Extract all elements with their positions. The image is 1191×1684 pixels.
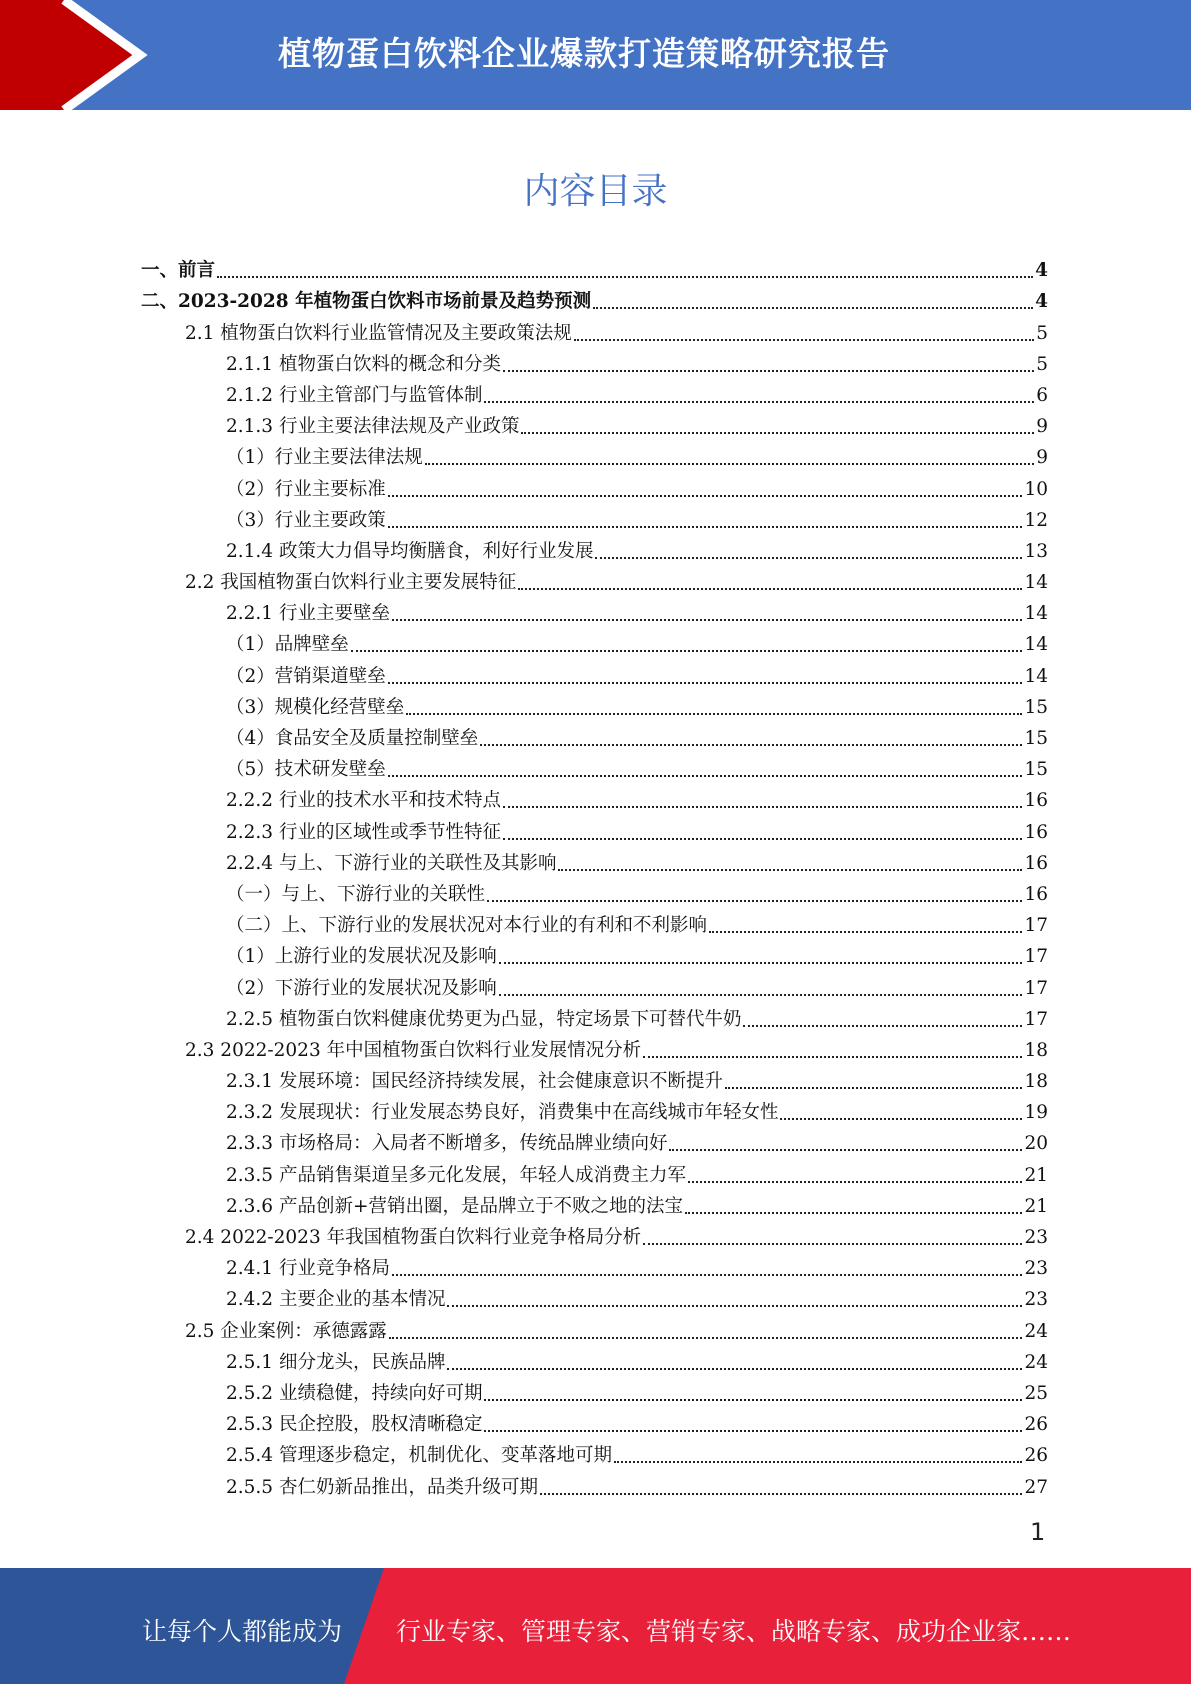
toc-leader-dots: [593, 307, 1033, 309]
toc-entry-title: （一）与上、下游行业的关联性: [226, 883, 486, 905]
toc-entry-page: 6: [1036, 384, 1048, 406]
toc-entry-title: （3）行业主要政策: [226, 509, 386, 531]
toc-entry-title: 2.3 2022-2023 年中国植物蛋白饮料行业发展情况分析: [185, 1039, 642, 1061]
toc-entry[interactable]: [141, 814, 1048, 845]
toc-entry-page: 18: [1024, 1071, 1048, 1093]
toc-leader-dots: [558, 869, 1022, 871]
toc-entry[interactable]: [141, 877, 1048, 908]
toc-entry-page: 21: [1024, 1195, 1048, 1217]
toc-leader-dots: [388, 682, 1023, 684]
toc-entry-page: 17: [1024, 915, 1048, 937]
toc-entry[interactable]: [141, 347, 1048, 378]
toc-entry-title: （5）技术研发壁垒: [226, 759, 386, 781]
toc-entry-title: （2）下游行业的发展状况及影响: [226, 977, 497, 999]
toc-entry-title: （2）营销渠道壁垒: [226, 665, 386, 687]
toc-entry-page: 12: [1024, 509, 1048, 531]
toc-leader-dots: [484, 401, 1034, 403]
toc-entry-page: 20: [1024, 1133, 1048, 1155]
report-title: 植物蛋白饮料企业爆款打造策略研究报告: [278, 34, 890, 73]
toc-entry-page: 14: [1024, 572, 1048, 594]
toc-entry[interactable]: [141, 846, 1048, 877]
toc-entry-title: 2.5.5 杏仁奶新品推出，品类升级可期: [226, 1476, 538, 1498]
toc-entry-page: 26: [1024, 1445, 1048, 1467]
toc-entry-title: 2.2.1 行业主要壁垒: [226, 603, 390, 625]
toc-entry[interactable]: [141, 1033, 1048, 1064]
toc-entry-page: 15: [1024, 696, 1048, 718]
toc-leader-dots: [743, 1025, 1022, 1027]
toc-leader-dots: [351, 650, 1023, 652]
toc-leader-dots: [685, 1212, 1022, 1214]
toc-leader-dots: [709, 931, 1022, 933]
toc-entry[interactable]: [141, 1345, 1048, 1376]
toc-leader-dots: [518, 588, 1022, 590]
toc-leader-dots: [425, 463, 1034, 465]
toc-entry-page: 23: [1024, 1289, 1048, 1311]
toc-entry-page: 14: [1024, 603, 1048, 625]
toc-entry-page: 21: [1024, 1164, 1048, 1186]
page-number: 1: [1030, 1518, 1046, 1546]
toc-entry-title: （4）食品安全及质量控制壁垒: [226, 728, 479, 749]
toc-leader-dots: [487, 900, 1022, 902]
toc-leader-dots: [480, 744, 1022, 746]
toc-leader-dots: [392, 1274, 1022, 1276]
toc-entry-page: 9: [1036, 447, 1048, 469]
toc-entry[interactable]: [141, 1220, 1048, 1251]
toc-entry-title: （3）规模化经营壁垒: [226, 696, 405, 718]
report-header: [0, 0, 1191, 110]
toc-entry[interactable]: [141, 1126, 1048, 1157]
toc-entry-page: 27: [1024, 1476, 1048, 1498]
toc-entry-title: 2.2.2 行业的技术水平和技术特点: [226, 790, 501, 812]
toc-entry[interactable]: [141, 1189, 1048, 1220]
toc-leader-dots: [447, 1368, 1022, 1370]
toc-entry[interactable]: [141, 721, 1048, 752]
toc-entry-page: 18: [1024, 1039, 1048, 1061]
toc-entry-page: 13: [1024, 540, 1048, 562]
toc-entry-title: 2.5.1 细分龙头，民族品牌: [226, 1351, 446, 1373]
toc-entry-title: 2.1.4 政策大力倡导均衡膳食，利好行业发展: [226, 540, 594, 562]
footer-slogan-left: 让每个人都能成为: [142, 1617, 343, 1646]
toc-leader-dots: [780, 1118, 1022, 1120]
toc-entry-title: 2.1.1 植物蛋白饮料的概念和分类: [226, 353, 501, 375]
toc-leader-dots: [643, 1056, 1022, 1058]
toc-entry[interactable]: [141, 1469, 1048, 1500]
toc-entry-title: （1）行业主要法律法规: [226, 447, 423, 469]
toc-entry[interactable]: [141, 1251, 1048, 1282]
toc-entry-page: 24: [1024, 1320, 1048, 1342]
toc-leader-dots: [388, 526, 1023, 528]
toc-entry[interactable]: [141, 1095, 1048, 1126]
toc-leader-dots: [521, 432, 1034, 434]
toc-entry-page: 5: [1036, 322, 1048, 344]
toc-leader-dots: [503, 806, 1022, 808]
toc-leader-dots: [725, 1087, 1022, 1089]
toc-entry-page: 15: [1024, 728, 1048, 749]
toc-entry[interactable]: [141, 378, 1048, 409]
toc-entry[interactable]: [141, 253, 1048, 284]
toc-entry-page: 26: [1024, 1414, 1048, 1436]
toc-entry-page: 23: [1024, 1258, 1048, 1280]
toc-entry-page: 19: [1024, 1102, 1048, 1124]
toc-entry-title: 2.5 企业案例：承德露露: [185, 1320, 387, 1342]
toc-entry[interactable]: [141, 1313, 1048, 1344]
toc-entry[interactable]: [141, 752, 1048, 783]
toc-entry[interactable]: [141, 690, 1048, 721]
toc-entry-page: 4: [1035, 260, 1048, 282]
toc-leader-dots: [643, 1243, 1022, 1245]
toc-entry[interactable]: [141, 471, 1048, 502]
toc-leader-dots: [217, 276, 1033, 278]
toc-entry-title: 2.5.3 民企控股，股权清晰稳定: [226, 1414, 483, 1436]
toc-leader-dots: [484, 1430, 1022, 1432]
toc-entry-page: 23: [1024, 1227, 1048, 1248]
toc-entry[interactable]: [141, 409, 1048, 440]
toc-entry-title: 2.3.6 产品创新+营销出圈，是品牌立于不败之地的法宝: [226, 1195, 683, 1217]
toc-entry-page: 5: [1036, 353, 1048, 375]
toc-entry[interactable]: [141, 284, 1048, 315]
toc-leader-dots: [447, 1305, 1022, 1307]
toc-entry-title: 二、2023-2028 年植物蛋白饮料市场前景及趋势预测: [141, 291, 592, 313]
toc-leader-dots: [574, 339, 1034, 341]
toc-entry-title: 2.2.5 植物蛋白饮料健康优势更为凸显，特定场景下可替代牛奶: [226, 1008, 742, 1030]
toc-leader-dots: [388, 775, 1023, 777]
toc-entry-title: 2.4.2 主要企业的基本情况: [226, 1289, 446, 1311]
toc-entry[interactable]: [141, 1064, 1048, 1095]
toc-entry-title: 2.4.1 行业竞争格局: [226, 1258, 390, 1280]
toc-entry-page: 16: [1024, 821, 1048, 843]
footer-slogan-right: 行业专家、管理专家、营销专家、战略专家、成功企业家……: [396, 1617, 1072, 1646]
toc-entry-title: 2.2.4 与上、下游行业的关联性及其影响: [226, 852, 557, 874]
toc-leader-dots: [392, 619, 1022, 621]
toc-entry-page: 14: [1024, 634, 1048, 656]
toc-leader-dots: [484, 1399, 1022, 1401]
toc-entry[interactable]: [141, 565, 1048, 596]
toc-entry-title: 2.1 植物蛋白饮料行业监管情况及主要政策法规: [185, 322, 572, 344]
toc-entry[interactable]: [141, 1282, 1048, 1313]
toc-entry[interactable]: [141, 1157, 1048, 1188]
toc-entry[interactable]: [141, 1407, 1048, 1438]
report-footer: [0, 1568, 1191, 1684]
toc-entry-title: 2.1.2 行业主管部门与监管体制: [226, 384, 483, 406]
toc-entry[interactable]: [141, 534, 1048, 565]
toc-heading: 内容目录: [523, 171, 668, 212]
toc-entry-title: 2.1.3 行业主要法律法规及产业政策: [226, 416, 520, 438]
toc-entry-title: 2.4 2022-2023 年我国植物蛋白饮料行业竞争格局分析: [185, 1227, 642, 1248]
toc-entry[interactable]: [141, 658, 1048, 689]
toc-entry-title: 一、前言: [141, 260, 216, 282]
toc-entry-title: （2）行业主要标准: [226, 478, 386, 500]
toc-leader-dots: [669, 1149, 1022, 1151]
toc-entry-page: 14: [1024, 665, 1048, 687]
toc-entry-page: 16: [1024, 852, 1048, 874]
toc-leader-dots: [688, 1181, 1022, 1183]
toc-entry[interactable]: [141, 627, 1048, 658]
toc-leader-dots: [503, 370, 1034, 372]
toc-entry-title: 2.3.5 产品销售渠道呈多元化发展，年轻人成消费主力军: [226, 1164, 686, 1186]
toc-entry[interactable]: [141, 1002, 1048, 1033]
toc-entry-page: 17: [1024, 1008, 1048, 1030]
toc-entry[interactable]: [141, 315, 1048, 346]
toc-leader-dots: [388, 495, 1023, 497]
toc-entry-title: 2.3.3 市场格局：入局者不断增多，传统品牌业绩向好: [226, 1133, 668, 1155]
toc-entry-title: 2.5.4 管理逐步稳定，机制优化、变革落地可期: [226, 1445, 612, 1467]
toc-leader-dots: [389, 1337, 1023, 1339]
toc-entry-page: 9: [1036, 416, 1048, 438]
toc-entry-title: （二）上、下游行业的发展状况对本行业的有利和不利影响: [226, 915, 708, 937]
toc-entry[interactable]: [141, 1438, 1048, 1469]
toc-entry-title: 2.3.2 发展现状：行业发展态势良好，消费集中在高线城市年轻女性: [226, 1102, 779, 1124]
toc-entry-page: 15: [1024, 759, 1048, 781]
toc-entry-title: 2.2 我国植物蛋白饮料行业主要发展特征: [185, 572, 517, 594]
toc-entry-page: 24: [1024, 1351, 1048, 1373]
toc-entry-title: （1）上游行业的发展状况及影响: [226, 946, 497, 968]
toc-entry-page: 16: [1024, 883, 1048, 905]
toc-entry-page: 4: [1035, 291, 1048, 313]
toc-entry[interactable]: [141, 939, 1048, 970]
toc-entry[interactable]: [141, 440, 1048, 471]
toc-leader-dots: [499, 962, 1023, 964]
toc-entry-title: 2.2.3 行业的区域性或季节性特征: [226, 821, 501, 843]
toc-entry[interactable]: [141, 783, 1048, 814]
toc-leader-dots: [614, 1461, 1022, 1463]
toc-leader-dots: [499, 994, 1023, 996]
toc-entry-page: 17: [1024, 946, 1048, 968]
toc-entry-title: 2.3.1 发展环境：国民经济持续发展，社会健康意识不断提升: [226, 1071, 723, 1093]
toc-entry-page: 10: [1024, 478, 1048, 500]
toc-entry-page: 16: [1024, 790, 1048, 812]
toc-leader-dots: [406, 713, 1022, 715]
toc-leader-dots: [540, 1493, 1022, 1495]
toc-entry[interactable]: [141, 1376, 1048, 1407]
toc-entry[interactable]: [141, 596, 1048, 627]
toc-entry-page: 17: [1024, 977, 1048, 999]
table-of-contents: [141, 253, 1048, 1501]
toc-entry[interactable]: [141, 908, 1048, 939]
toc-leader-dots: [595, 557, 1022, 559]
toc-entry[interactable]: [141, 970, 1048, 1001]
toc-leader-dots: [503, 838, 1022, 840]
toc-entry-title: （1）品牌壁垒: [226, 634, 349, 656]
toc-entry[interactable]: [141, 503, 1048, 534]
toc-entry-page: 25: [1024, 1382, 1048, 1404]
toc-entry-title: 2.5.2 业绩稳健，持续向好可期: [226, 1382, 483, 1404]
